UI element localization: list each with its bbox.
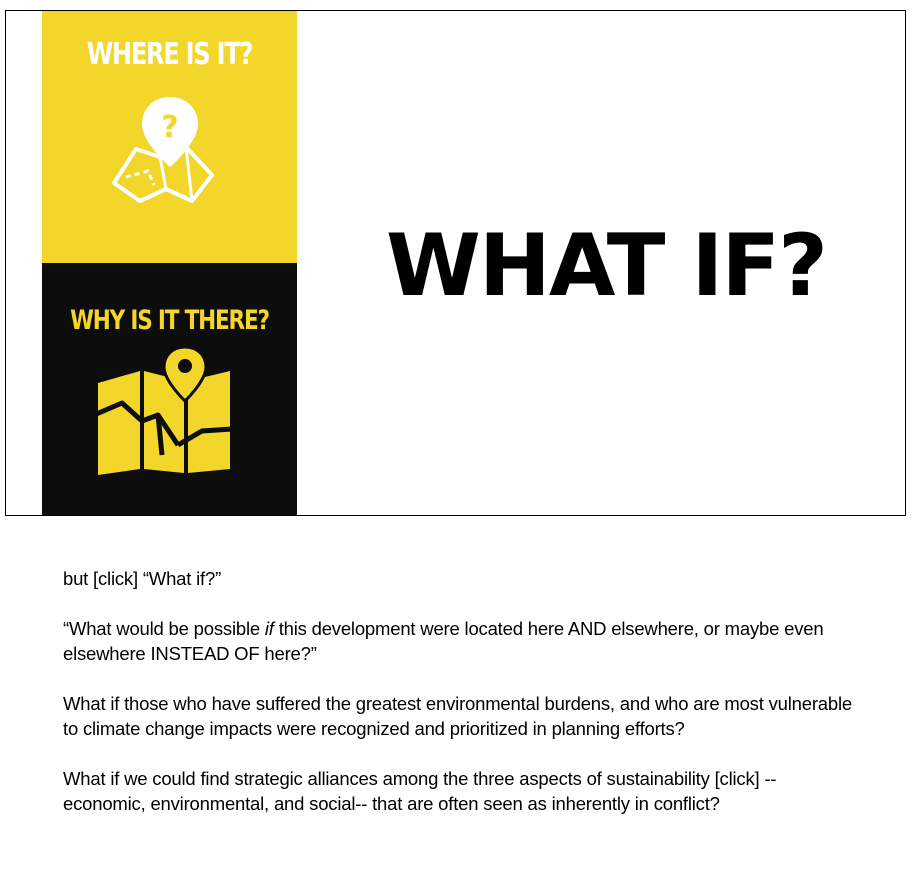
notes-paragraph-2: [63, 616, 853, 666]
speaker-notes: [63, 566, 853, 841]
notes-p2-after: this development were located here AND elsewhere, or maybe even elsewhere INSTEAD OF here?”: [63, 618, 824, 664]
slide: [5, 10, 906, 516]
map-pin-question-icon: [108, 91, 223, 206]
map-pin-route-icon: [92, 345, 242, 475]
notes-paragraph-3: What if those who have suffered the greatest environmental burdens, and who are most vulnerable to climate change impacts were recognized and prioritized in planning efforts?: [63, 693, 852, 739]
where-is-it-panel: [42, 11, 297, 263]
pin-question-mark: ?: [161, 110, 179, 145]
what-if-headline: WHAT IF?: [386, 216, 826, 316]
where-is-it-heading: WHERE IS IT?: [86, 37, 253, 72]
why-is-it-there-panel: [42, 263, 297, 516]
notes-p2-italic: if: [264, 618, 274, 639]
why-is-it-there-heading: WHY IS IT THERE?: [70, 305, 269, 336]
notes-paragraph-4: What if we could find strategic alliances among the three aspects of sustainability [click] -- economic, environmental, and social-- that are often seen as inherently in conflict?: [63, 768, 777, 814]
notes-paragraph-1: but [click] “What if?”: [63, 568, 222, 589]
notes-p2-before: “What would be possible: [63, 618, 265, 639]
